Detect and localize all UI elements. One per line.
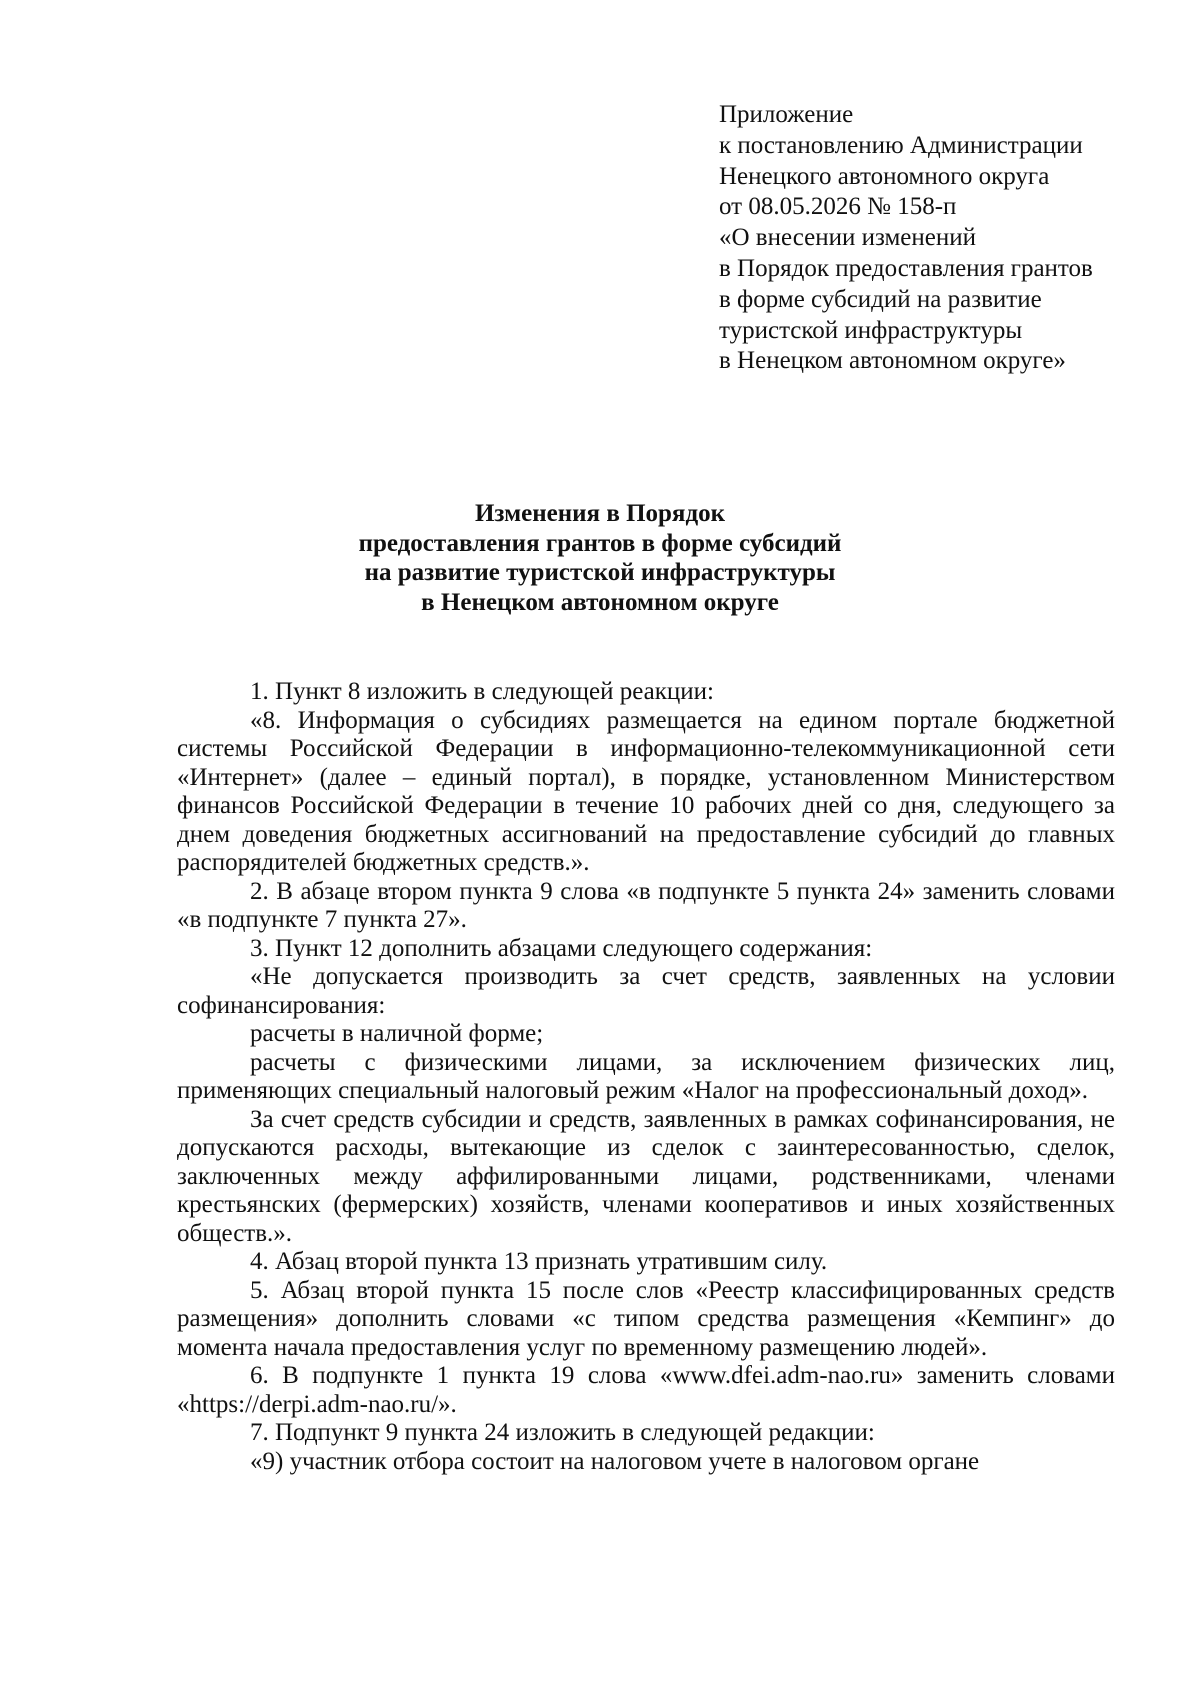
paragraph: расчеты с физическими лицами, за исключением физических лиц, применяющих специальный налоговый режим «Налог на профессиональный доход». xyxy=(177,1048,1115,1104)
appendix-header xyxy=(719,100,1159,377)
paragraph: 7. Подпункт 9 пункта 24 изложить в следующей редакции: xyxy=(250,1419,875,1446)
paragraph: расчеты в наличной форме; xyxy=(250,1020,544,1047)
appendix-line: туристской инфраструктуры xyxy=(719,316,1023,344)
paragraph: «Не допускается производить за счет средств, заявленных на условии софинансирования: xyxy=(177,963,1115,1019)
paragraph: «8. Информация о субсидиях размещается на едином портале бюджетной системы Российской Федерации в информационно-телекоммуникационной сети «Интернет» (далее – единый портал), в порядке, установленном Министерством финансов Российской Федерации в течение 10 рабочих дней со дня, следующего за днем доведения бюджетных ассигнований на предоставление субсидий до главных распорядителей бюджетных средств.». xyxy=(177,706,1115,876)
appendix-line: «О внесении изменений xyxy=(719,224,977,252)
appendix-line: к постановлению Администрации xyxy=(719,131,1083,159)
appendix-line: Приложение xyxy=(719,101,854,128)
appendix-line: в форме субсидий на развитие xyxy=(719,285,1042,313)
paragraph: 1. Пункт 8 изложить в следующей реакции: xyxy=(250,678,715,705)
paragraph: «9) участник отбора состоит на налоговом учете в налоговом органе xyxy=(250,1447,980,1475)
title-line: предоставления грантов в форме субсидий xyxy=(358,529,842,557)
title-line: в Ненецком автономном округе xyxy=(421,588,779,616)
title-line: Изменения в Порядок xyxy=(474,500,726,527)
appendix-line: Ненецкого автономного округа xyxy=(719,162,1050,190)
appendix-line: от 08.05.2026 № 158-п xyxy=(719,193,957,221)
title-line: на развитие туристской инфраструктуры xyxy=(364,559,836,586)
paragraph: 5. Абзац второй пункта 15 после слов «Реестр классифицированных средств размещения» дополнить словами «с типом средства размещения «Кемпинг» до момента начала предоставления услуг по временному размещению людей». xyxy=(177,1276,1115,1361)
paragraph: За счет средств субсидии и средств, заявленных в рамках софинансирования, не допускаются расходы, вытекающие из сделок с заинтересованностью, сделок, заключенных между аффилированными лицами, родственниками, членами крестьянских (фермерских) хозяйств, членами кооперативов и иных хозяйственных обществ.». xyxy=(177,1105,1115,1247)
paragraph: 2. В абзаце втором пункта 9 слова «в подпункте 5 пункта 24» заменить словами «в подпункте 7 пункта 27». xyxy=(177,877,1115,933)
appendix-line: в Порядок предоставления грантов xyxy=(719,254,1093,282)
document-title xyxy=(0,499,1200,617)
paragraph: 3. Пункт 12 дополнить абзацами следующего содержания: xyxy=(250,934,873,962)
paragraph: 6. В подпункте 1 пункта 19 слова «www.dfei.adm-nao.ru» заменить словами «https://derpi.adm-nao.ru/». xyxy=(177,1362,1115,1418)
document-body xyxy=(177,678,1115,1476)
appendix-line: в Ненецком автономном округе» xyxy=(719,347,1066,375)
paragraph: 4. Абзац второй пункта 13 признать утратившим силу. xyxy=(250,1248,828,1275)
